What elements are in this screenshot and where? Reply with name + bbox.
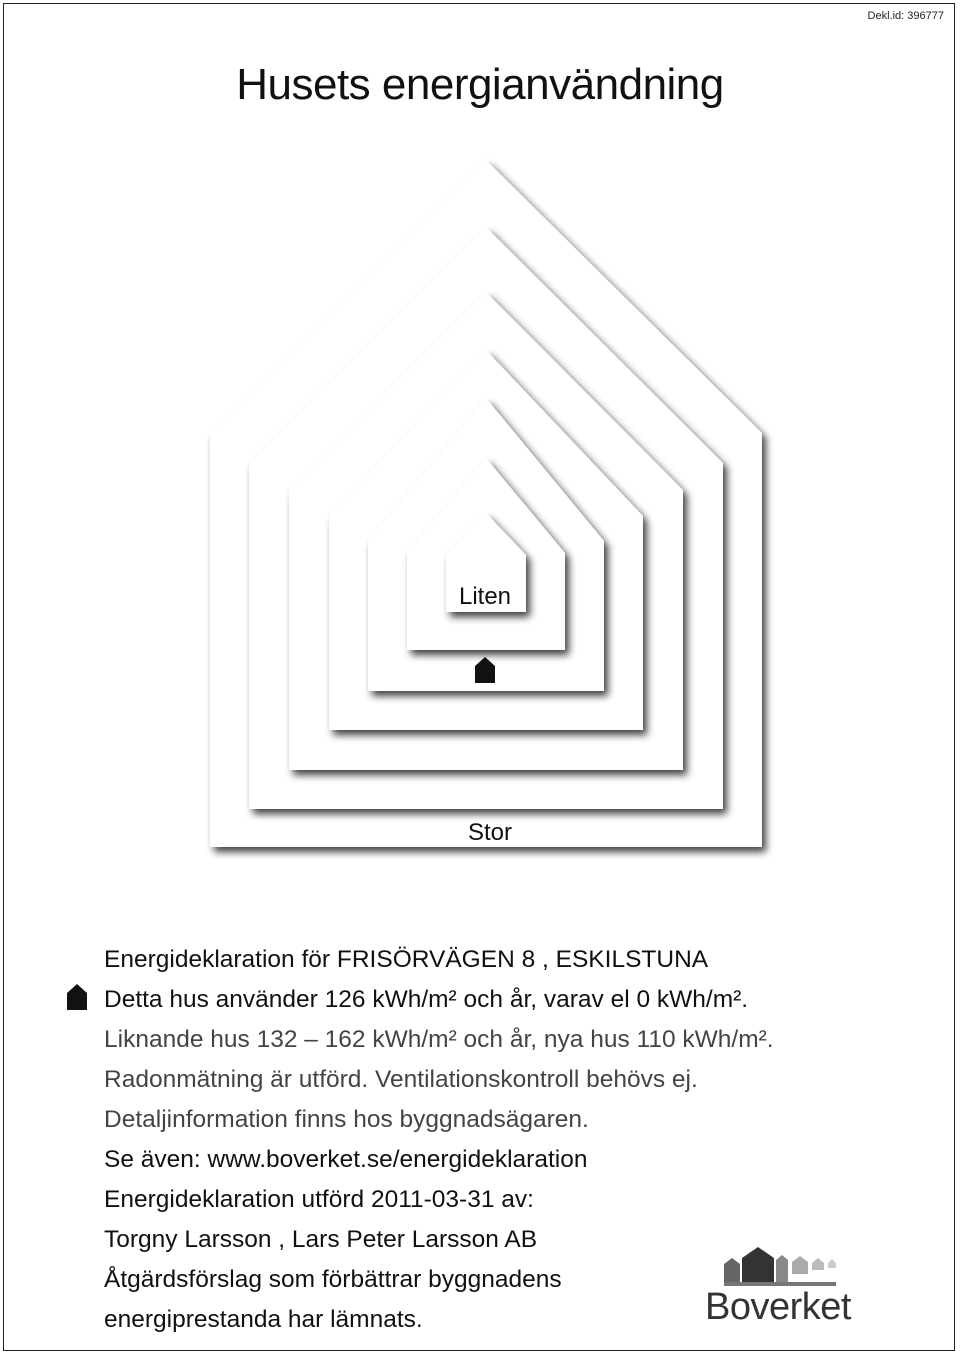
info-measures-2: energiprestanda har lämnats.: [104, 1306, 423, 1333]
house-marker-icon: [66, 983, 88, 1011]
info-website: Se även: www.boverket.se/energideklaration: [104, 1146, 588, 1173]
info-radon-ventilation: Radonmätning är utförd. Ventilationskontroll behövs ej.: [104, 1066, 698, 1093]
declaration-id-label: Dekl.id:: [867, 10, 905, 22]
info-address: Energideklaration för FRISÖRVÄGEN 8 , ESKILSTUNA: [104, 946, 709, 973]
info-performed-date: Energideklaration utförd 2011-03-31 av:: [104, 1186, 534, 1213]
boverket-logo-icon: [702, 1244, 858, 1288]
page-title: Husets energianvändning: [236, 60, 724, 109]
declaration-id-value: 396777: [907, 10, 944, 22]
info-comparison: Liknande hus 132 – 162 kWh/m² och år, nya hus 110 kWh/m².: [104, 1026, 774, 1053]
scale-label-large: Stor: [467, 819, 512, 846]
declaration-info: [104, 940, 774, 1340]
boverket-logo-text: Boverket: [705, 1286, 851, 1328]
info-details: Detaljinformation finns hos byggnadsägaren.: [104, 1106, 589, 1133]
info-performed-by: Torgny Larsson , Lars Peter Larsson AB: [104, 1226, 538, 1253]
info-measures-1: Åtgärdsförslag som förbättrar byggnadens: [104, 1266, 562, 1293]
house-marker-icon: [474, 656, 496, 684]
scale-label-small: Liten: [458, 583, 512, 610]
info-energy-usage: Detta hus använder 126 kWh/m² och år, varav el 0 kWh/m².: [104, 986, 749, 1013]
